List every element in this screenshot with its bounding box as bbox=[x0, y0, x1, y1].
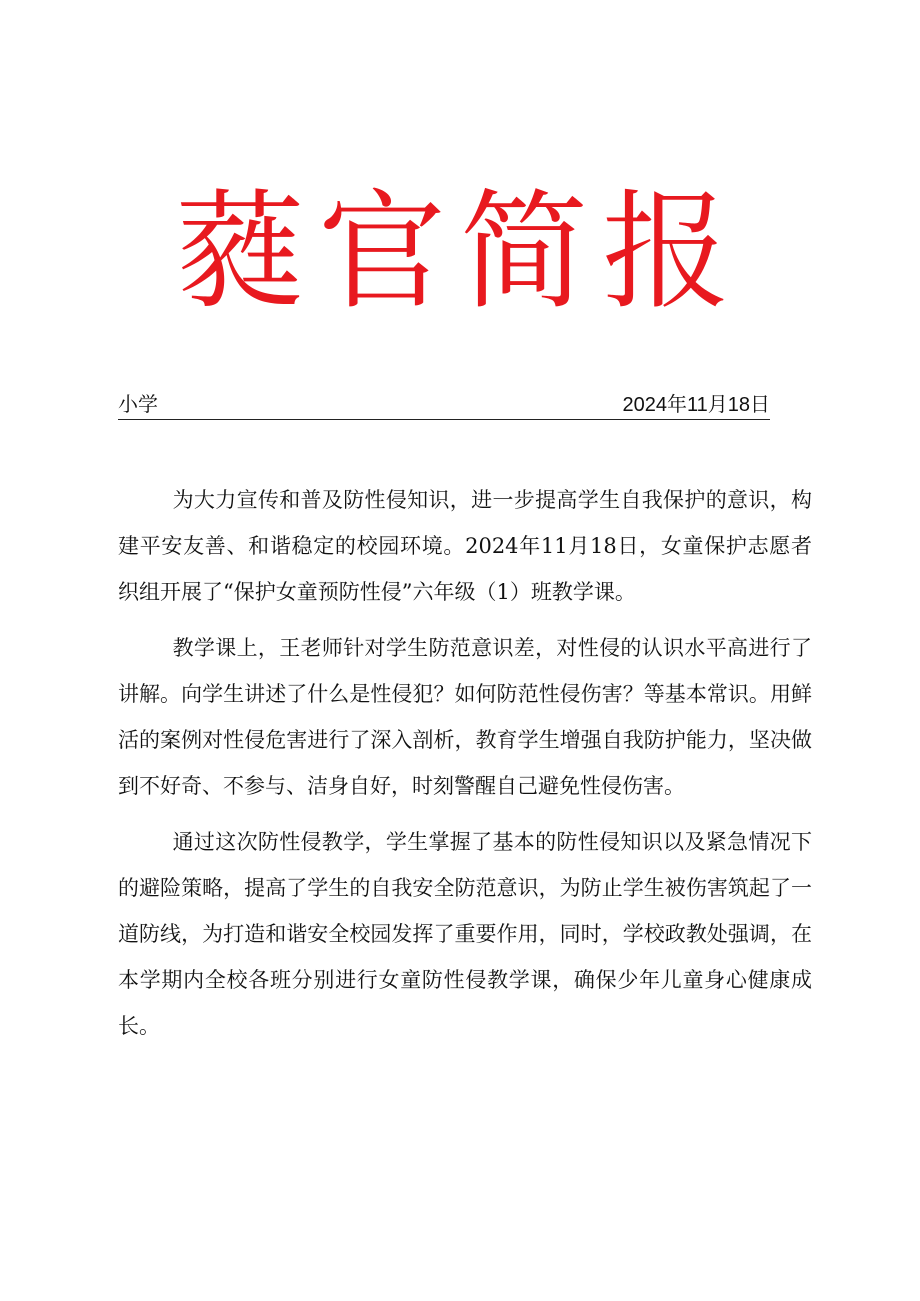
paragraph-3: 通过这次防性侵教学，学生掌握了基本的防性侵知识以及紧急情况下的避险策略，提高了学生的自我安全防范意识，为防止学生被伤害筑起了一道防线，为打造和谐安全校园发挥了重要作用，同时，学校政教处强调，在本学期内全校各班分别进行女童防性侵教学课，确保少年儿童身心健康成长。 bbox=[118, 830, 812, 1038]
paragraph-2: 教学课上，王老师针对学生防范意识差，对性侵的认识水平高进行了讲解。向学生讲述了什么是性侵犯？如何防范性侵伤害？等基本常识。用鲜活的案例对性侵危害进行了深入剖析，教育学生增强自我防护能力，坚决做到不好奇、不参与、洁身自好，时刻警醒自己避免性侵伤害。 bbox=[118, 636, 812, 798]
byline bbox=[118, 391, 770, 420]
byline-org: 小学 bbox=[118, 394, 158, 416]
byline-date: 2024年11月18日 bbox=[622, 394, 770, 416]
paragraph-1: 为大力宣传和普及防性侵知识，进一步提高学生自我保护的意识，构建平安友善、和谐稳定的校园环境。2024年11月18日，女童保护志愿者织组开展了“保护女童预防性侵”六年级（1）班教学课。 bbox=[118, 488, 812, 604]
masthead-title: 蕤官简报 bbox=[175, 178, 744, 327]
article-body bbox=[118, 477, 812, 1059]
